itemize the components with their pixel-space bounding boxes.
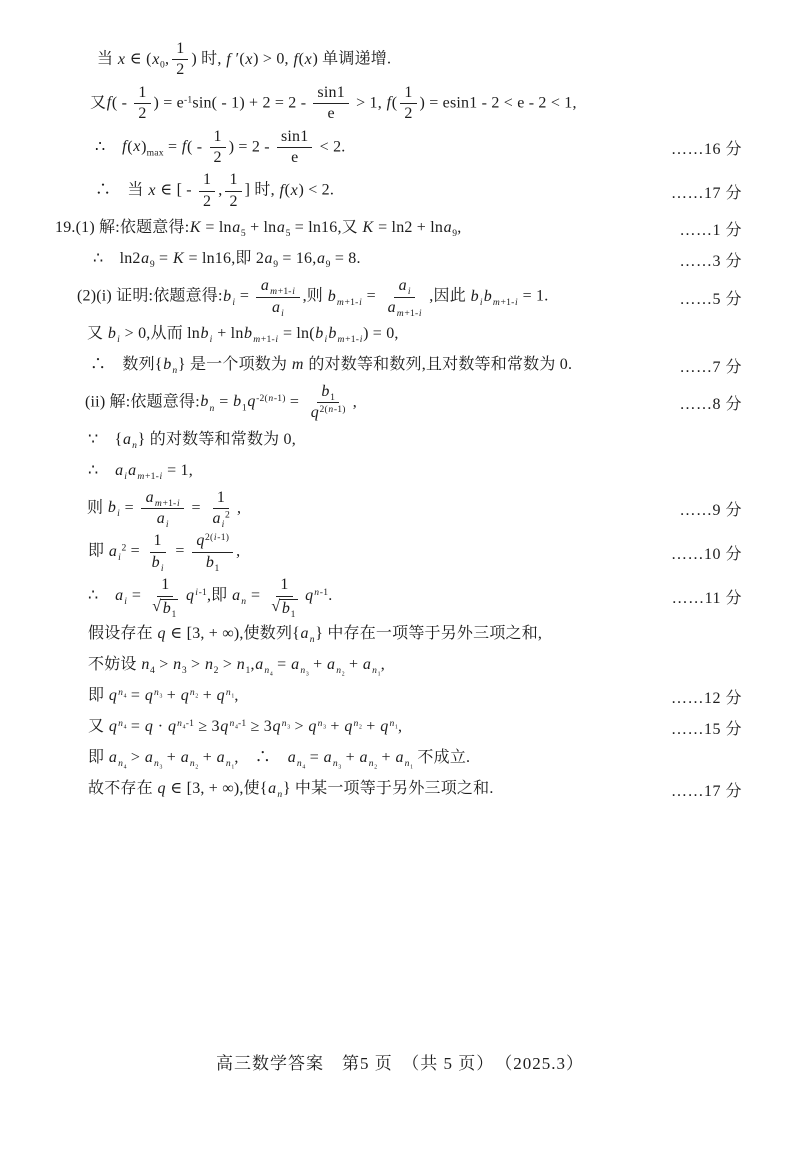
math-content: ∴ 当 x ∈ [ - $\frac{1}{2}$ , $\frac{1}{2}$ ] 时, f(x) < 2.	[95, 171, 335, 210]
math-content: ∴ 数列$\{b_n\}$ 是一个项数为 m 的对数等和数列,且对数等和常数为 0.	[90, 356, 573, 377]
math-content: 不妨设 $n_4 > n_3 > n_2 > n_1,a_{n_4} = a_{n_3} + a_{n_2} + a_{n_1}$,	[88, 656, 385, 678]
score-marker: ……11 分	[671, 590, 742, 608]
answer-line-6	[48, 246, 742, 273]
answer-line-8	[48, 321, 742, 348]
answer-line-17	[48, 652, 742, 679]
math-content: 即 $a_{n_4} > a_{n_3} + a_{n_2} + a_{n_1}$, ∴ $a_{n_4} = a_{n_3} + a_{n_2} + a_{n_1}$ 不成立.	[88, 749, 471, 771]
score-marker: ……3 分	[679, 253, 742, 271]
math-content: ∴ $f(x)_{max} = f$( - $\frac{1}{2}$ ) = 2 - $\frac{\sin 1}{e}$ < 2.	[95, 127, 346, 166]
math-content: ∴ $\ln 2a_9 = K = \ln 16$,即 $2a_9 = 16,a_9 = 8$.	[93, 250, 361, 271]
math-content: 又 $q^{n_4} = q \cdot q^{n_4-1} \ge 3q^{n_4-1} \ge 3q^{n_3} > q^{n_3} + q^{n_2} + q^{n_1}$,	[88, 718, 403, 736]
math-content: 即 $a_i^2$ = $\frac{1}{b_i}$ = $\frac{q^{2(i-1)}}{b_1}$ ,	[88, 532, 241, 574]
answer-line-2	[48, 84, 742, 124]
answer-line-12	[48, 458, 742, 485]
answer-line-1	[48, 40, 742, 80]
answer-line-21	[48, 776, 742, 803]
math-content: 当 x ∈ ($x_0$, $\frac{1}{2}$ ) 时, f ′(x) > 0, f(x) 单调递增.	[97, 40, 392, 79]
score-marker: ……5 分	[679, 290, 742, 308]
answer-line-14	[48, 532, 742, 572]
math-content: 又f( - $\frac{1}{2}$ ) = $e^{-1}\sin( - 1) + 2 = 2$ - $\frac{\sin 1}{e}$ > 1, f( $\frac{1}{2}$ ) = esin1 - 2 < e - 2 < 1,	[90, 83, 577, 123]
math-content: ∵ $\{a_n\}$ 的对数等和常数为 0,	[88, 430, 296, 451]
math-content: ∴ $a_ia_{m+1-i} = 1$,	[88, 461, 193, 482]
answer-line-16	[48, 621, 742, 648]
answer-line-3	[48, 128, 742, 168]
answer-line-5	[48, 215, 742, 242]
score-marker: ……8 分	[679, 396, 742, 414]
answer-line-18	[48, 683, 742, 710]
score-marker: ……10 分	[670, 545, 742, 563]
score-marker: ……17 分	[670, 783, 742, 801]
math-content: 则 $b_i$ = $\frac{a_{m+1-i}}{a_i}$ = $\frac{1}{a_i^2}$ ,	[87, 488, 242, 531]
answer-line-19	[48, 714, 742, 741]
score-marker: ……1 分	[679, 222, 742, 240]
answer-line-13	[48, 489, 742, 529]
answer-line-9	[48, 352, 742, 379]
score-marker: ……9 分	[679, 502, 742, 520]
score-marker: ……12 分	[670, 690, 742, 708]
answer-line-4	[48, 171, 742, 211]
score-marker: ……7 分	[679, 358, 742, 376]
math-content: (2)(i) 证明:依题意得$:b_i$ = $\frac{a_{m+1-i}}{a_i}$ ,则 $b_{m+1-i}$ = $\frac{a_i}{a_{m+1-i}}$ ,因此 $b_ib_{m+1-i} = 1$.	[77, 277, 549, 319]
page-footer: 高三数学答案 第5 页 （共 5 页） （2025.3）	[216, 1054, 584, 1073]
answer-lines	[48, 40, 742, 803]
math-content: 假设存在 q ∈ [3, + ∞),使数列$\{a_n\}$ 中存在一项等于另外三项之和,	[88, 625, 543, 646]
answer-line-10	[48, 383, 742, 423]
math-content: 即 $q^{n_4} = q^{n_3} + q^{n_2} + q^{n_1}$,	[88, 687, 239, 705]
math-content: (ii) 解:依题意得$:b_n = b_1q^{-2(n-1)}$ = $\frac{b_1}{q^{2(n-1)}}$ ,	[85, 382, 357, 422]
math-content: 19.(1) 解:依题意得:K = lna$_5$ + lna$_5$ = ln16,又 K = ln2 + lna$_9$,	[55, 219, 462, 240]
score-marker: ……17 分	[670, 184, 742, 202]
answer-line-11	[48, 427, 742, 454]
score-marker: ……15 分	[670, 721, 742, 739]
answer-line-20	[48, 745, 742, 772]
math-content: ∴ $a_i$ = 1 √ $b_1$ $q^{i-1}$,即 $a_n$ = 1 √ $b_1$ $q^{n-1}$.	[88, 576, 333, 620]
math-content: 故不存在 q ∈ [3, + ∞),使$\{a_n\}$ 中某一项等于另外三项之和.	[88, 780, 494, 801]
math-content: 又 $b_i > 0$,从而 $\ln b_i + \ln b_{m+1-i} = \ln(b_ib_{m+1-i}) = 0$,	[87, 325, 399, 346]
answer-line-15	[48, 576, 742, 620]
answer-line-7	[48, 277, 742, 317]
score-marker: ……16 分	[670, 140, 742, 158]
